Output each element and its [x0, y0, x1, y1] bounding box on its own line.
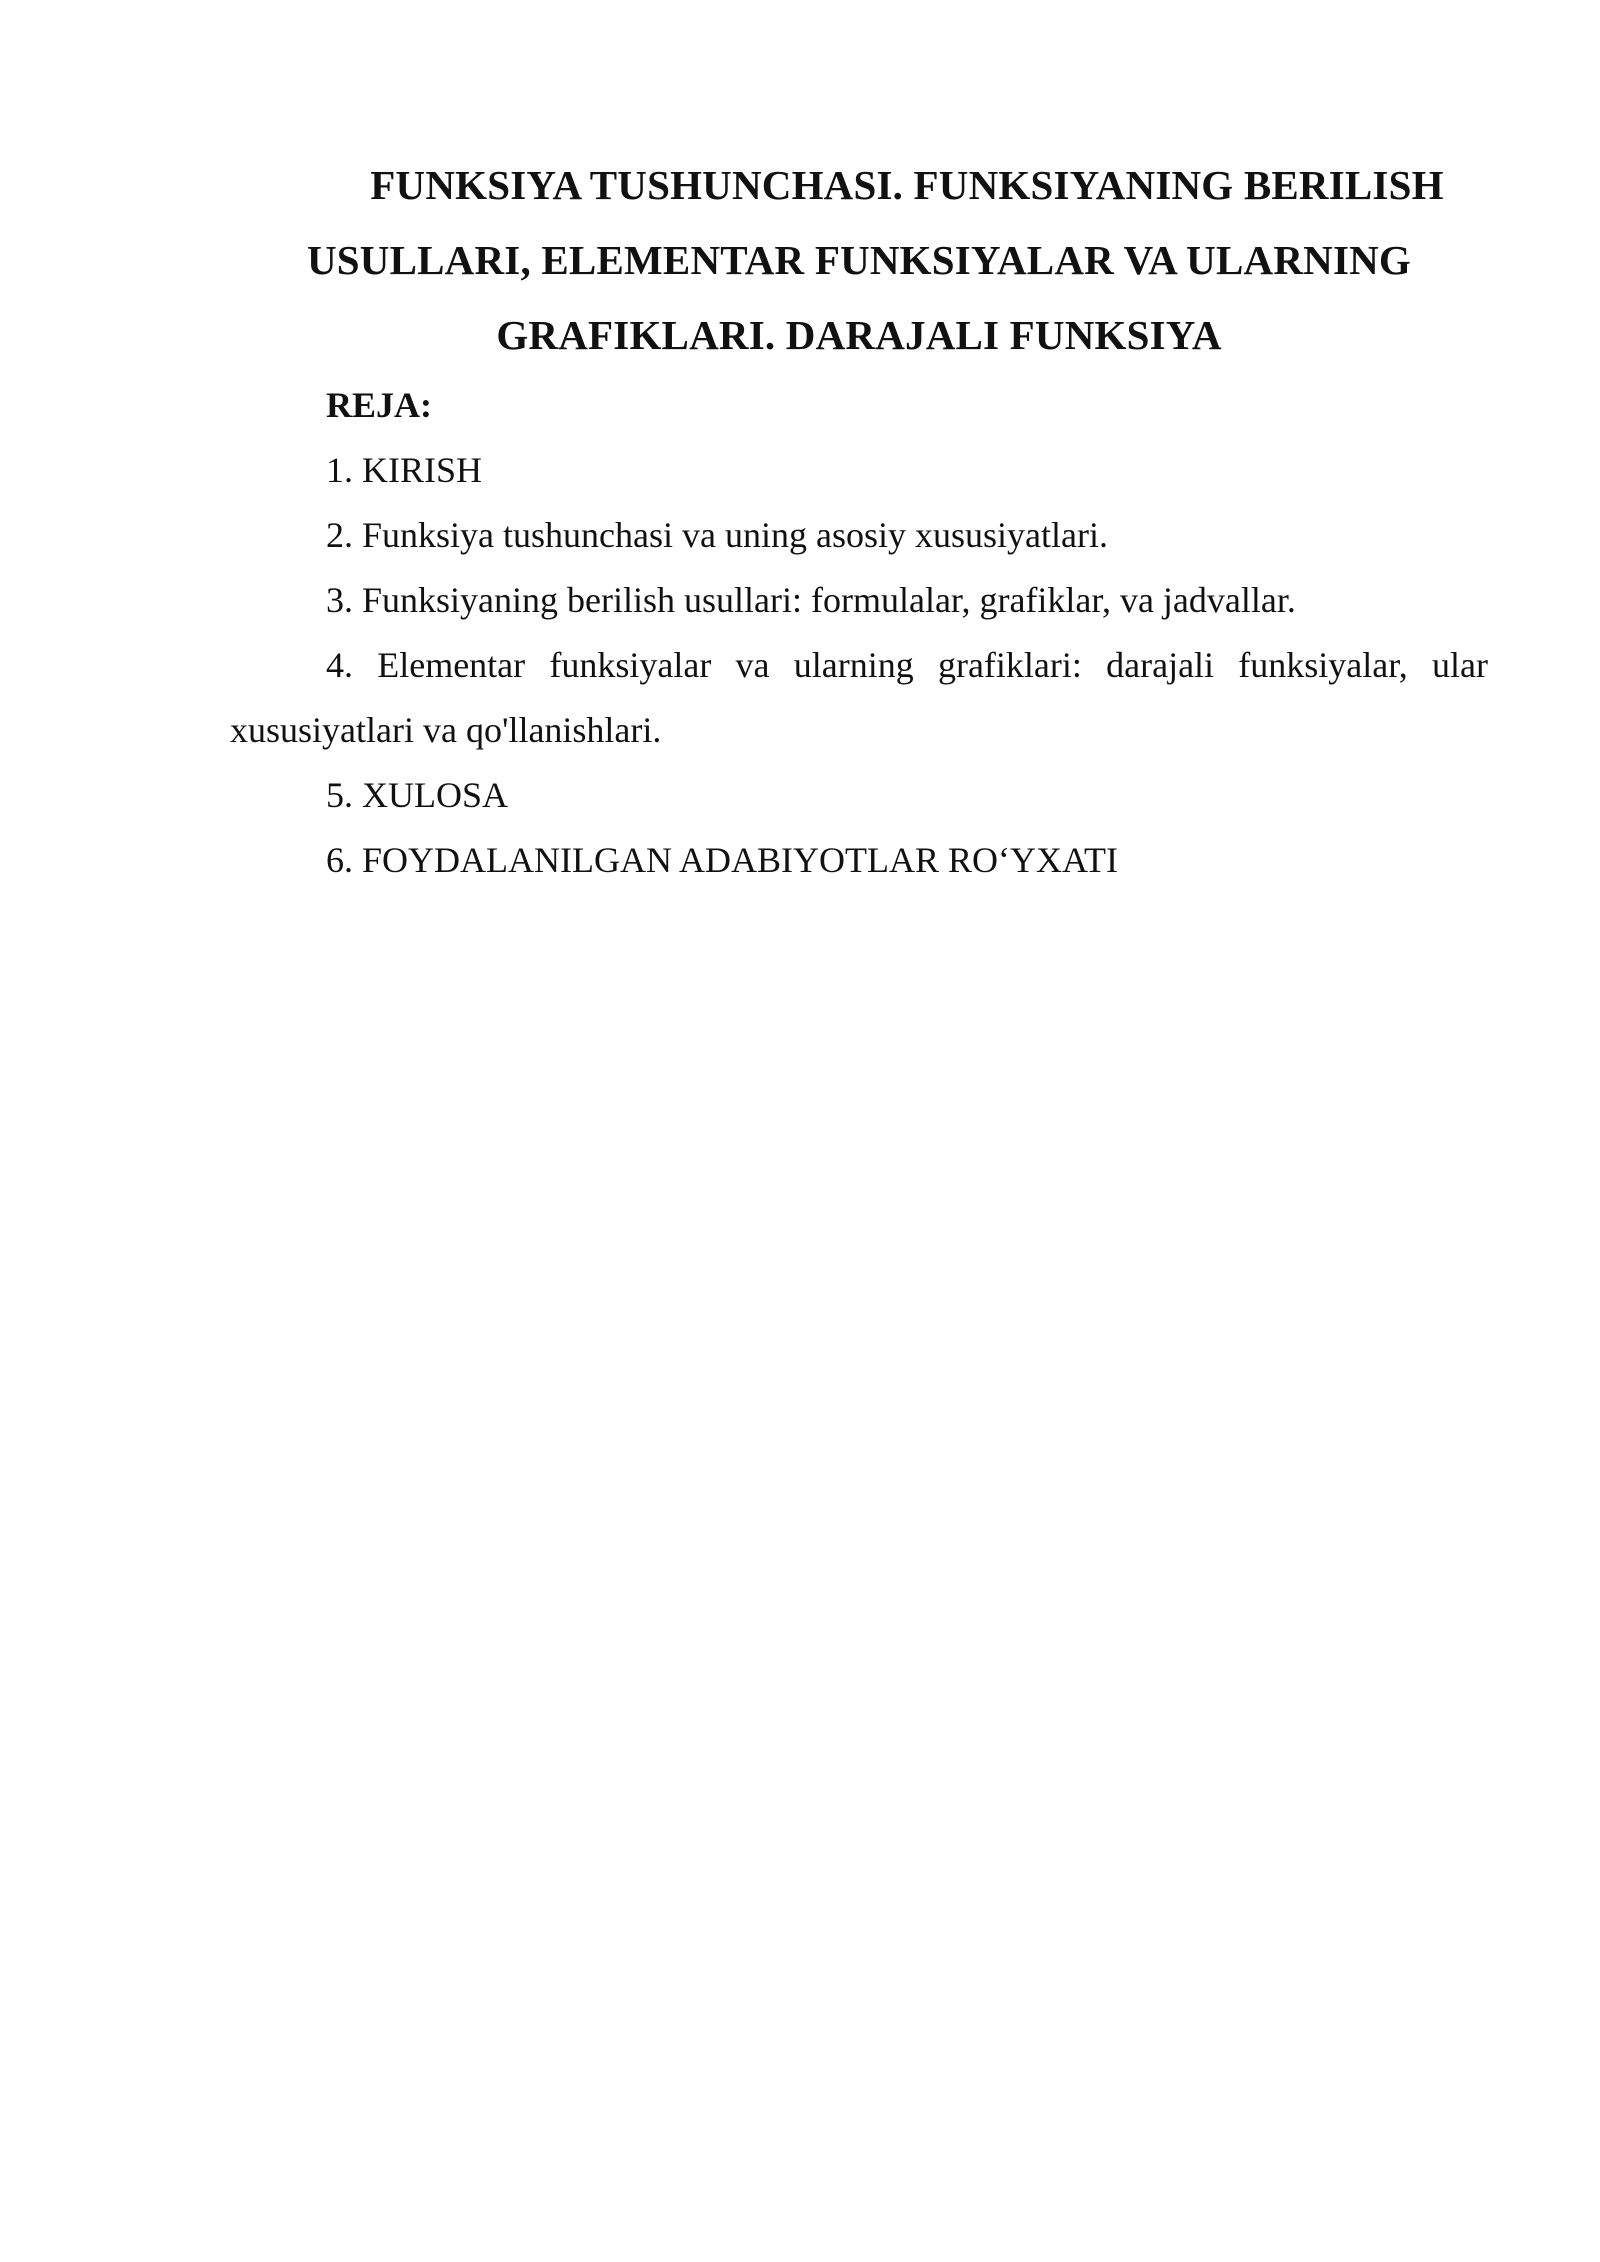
plan-item: 4. Elementar funksiyalar va ularning grafiklari: darajali funksiyalar, ular xususiyatlari va qo'llanishlari. — [230, 645, 1488, 750]
plan-item: 3. Funksiyaning berilish usullari: formulalar, grafiklar, va jadvallar. — [326, 580, 1296, 620]
plan-item: 1. KIRISH — [326, 450, 483, 490]
title-line: FUNKSIYA TUSHUNCHASI. FUNKSIYANING BERILISH — [370, 162, 1444, 208]
document-content — [230, 148, 1488, 893]
plan-item: 2. Funksiya tushunchasi va uning asosiy xususiyatlari. — [326, 515, 1108, 555]
plan-heading: REJA: — [326, 385, 432, 425]
title-line: USULLARI, ELEMENTAR FUNKSIYALAR VA ULARNING — [306, 237, 1412, 283]
plan-list — [230, 438, 1488, 893]
title-line: GRAFIKLARI. DARAJALI FUNKSIYA — [496, 312, 1222, 358]
plan-item: 5. XULOSA — [326, 775, 509, 815]
document-title — [230, 148, 1488, 373]
plan-item: 6. FOYDALANILGAN ADABIYOTLAR RO‘YXATI — [326, 840, 1118, 880]
